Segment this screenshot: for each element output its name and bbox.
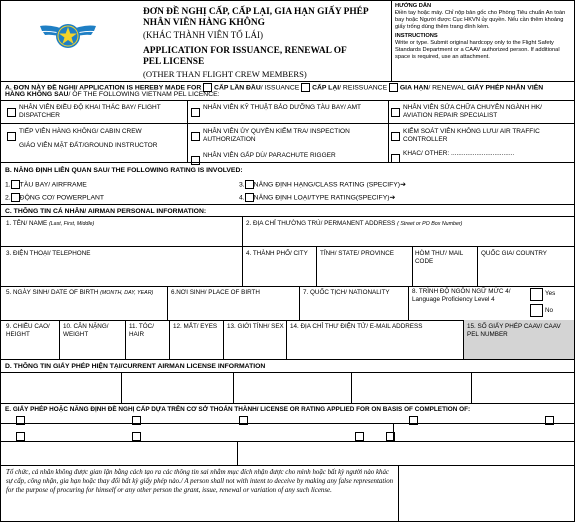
- section-a-heading-2: HÀNG KHÔNG SAU/ OF THE FOLLOWING VIETNAM PEL LICENCE:: [5, 91, 220, 98]
- title-en-line3: (OTHER THAN FLIGHT CREW MEMBERS): [143, 69, 307, 79]
- hair-field[interactable]: 11. TÓC/ HAIR: [129, 323, 154, 338]
- ground-instructor-label: GIÁO VIÊN MẶT ĐẤT/GROUND INSTRUCTOR: [19, 142, 158, 149]
- other-label: KHÁC/ OTHER: ...................................: [403, 150, 515, 157]
- dispatcher-checkbox[interactable]: [7, 104, 16, 122]
- date-of-birth-field[interactable]: 5. NGÀY SINH/ DATE OF BIRTH (MONTH, DAY, YEAR): [6, 289, 154, 296]
- basis-checkbox-6[interactable]: [16, 428, 25, 446]
- powerplant-checkbox[interactable]: [11, 193, 20, 202]
- rating-airframe: 1. TÀU BAY/ AIRFRAME: [5, 181, 87, 189]
- title-vi-line2: NHÂN VIÊN HÀNG KHÔNG: [143, 18, 265, 28]
- weight-field[interactable]: 10. CÂN NẶNG/ WEIGHT: [63, 323, 109, 338]
- amt-label: NHÂN VIÊN KỸ THUẬT BẢO DƯỠNG TÀU BAY/ AMT: [203, 104, 362, 111]
- language-no-checkbox[interactable]: [530, 304, 543, 317]
- instructions-box: [395, 3, 571, 61]
- nationality-field[interactable]: 7. QUỐC TỊCH/ NATIONALITY: [303, 289, 390, 296]
- current-license-cell-3[interactable]: [234, 373, 350, 402]
- parachute-rigger-label: NHÂN VIÊN GẤP DÙ/ PARACHUTE RIGGER: [203, 152, 336, 159]
- current-license-cell-2[interactable]: [122, 373, 232, 402]
- airframe-checkbox[interactable]: [11, 180, 20, 189]
- reissuance-checkbox[interactable]: [301, 83, 310, 92]
- repair-specialist-label: NHÂN VIÊN SỬA CHỮA CHUYÊN NGÀNH HK/ AVIATION REPAIR SPECIALIST: [403, 104, 542, 119]
- wings-star-icon: [39, 12, 97, 54]
- rating-class: 3. NĂNG ĐỊNH HẠNG/CLASS RATING (SPECIFY)➔: [239, 181, 406, 189]
- basis-checkbox-5[interactable]: [545, 412, 554, 430]
- section-a-heading: A. ĐƠN NÀY ĐỀ NGHỊ/ APPLICATION IS HEREBY MADE FOR CẤP LẦN ĐẦU/ ISSUANCE CẤP LẠI/ REISSUANCE GIA HẠN/ RENEWAL GIẤY PHÉP NHÂN VIÊN: [5, 84, 544, 92]
- pel-number-label: 15. SỐ GIẤY PHÉP CAAV/ CAAV PEL NUMBER: [467, 323, 561, 338]
- height-field[interactable]: 9. CHIỀU CAO/ HEIGHT: [6, 323, 50, 338]
- language-proficiency-label: 8. TRÌNH ĐỘ NGÔN NGỮ MỨC 4/ Language Proficiency Level 4: [412, 288, 511, 303]
- section-d-heading: D. THÔNG TIN GIẤY PHÉP HIỆN TẠI/CURRENT AIRMAN LICENSE INFORMATION: [5, 363, 266, 370]
- signature-area[interactable]: [399, 466, 573, 520]
- title-en-line2: PEL LICENSE: [143, 57, 205, 67]
- language-yes-label: Yes: [545, 290, 556, 297]
- basis-checkbox-8[interactable]: [355, 428, 364, 446]
- permanent-address-field[interactable]: 2. ĐỊA CHỈ THƯỜNG TRÚ/ PERMANENT ADDRESS ( Street or PO Box Number): [246, 220, 463, 227]
- rating-type: 4. NĂNG ĐỊNH LOẠI/TYPE RATING(SPECIFY)➔: [239, 194, 396, 202]
- current-license-cell-5[interactable]: [472, 373, 573, 402]
- title-vi-line3: (KHÁC THÀNH VIÊN TỔ LÁI): [143, 30, 263, 40]
- name-field[interactable]: 1. TÊN/ NAME (Last, First, Middle): [6, 220, 95, 227]
- sex-field[interactable]: 13. GIỚI TÍNH/ SEX: [227, 323, 284, 330]
- caav-logo: [39, 12, 97, 54]
- title-vi-line1: ĐƠN ĐỀ NGHỊ CẤP, CẤP LẠI, GIA HẠN GIẤY PHÉP: [143, 7, 369, 17]
- type-rating-checkbox[interactable]: [245, 193, 254, 202]
- guide-text: Điền tay hoặc máy. Chỉ nộp bản gốc cho Phòng Tiêu chuẩn An toàn bay hoặc Người được Cục HKVN ủy quyền. Nếu cần thêm khoảng giấy trống dùng thêm trang đính kèm.: [395, 10, 566, 30]
- title-en-line1: APPLICATION FOR ISSUANCE, RENEWAL OF: [143, 46, 347, 56]
- basis-checkbox-3[interactable]: [239, 412, 248, 430]
- atc-label: KIỂM SOÁT VIÊN KHÔNG LƯU/ AIR TRAFFIC CONTROLLER: [403, 128, 540, 143]
- section-e-heading: E. GIẤY PHÉP HOẶC NĂNG ĐỊNH ĐỀ NGHỊ CẤP DỰA TRÊN CƠ SỞ THOẢN THÀNH/ LICENSE OR RATING APPLIED FOR ON BASIS OF COMPLETION OF:: [5, 406, 471, 413]
- rating-powerplant: 2. ĐỘNG CƠ/ POWERPLANT: [5, 194, 105, 202]
- city-field[interactable]: 4. THÀNH PHỐ/ CITY: [246, 250, 308, 257]
- country-field[interactable]: QUỐC GIA/ COUNTRY: [481, 250, 548, 257]
- section-b-heading: B. NĂNG ĐỊNH LIÊN QUAN SAU/ THE FOLLOWING RATING IS INVOLVED:: [5, 167, 243, 174]
- email-field[interactable]: 14. ĐỊA CHỈ THƯ ĐIỆN TỬ/ E-MAIL ADDRESS: [290, 323, 423, 330]
- inspection-label: NHÂN VIÊN ỦY QUYỀN KIỂM TRA/ INSPECTION AUTHORIZATION: [203, 128, 350, 143]
- instructions-title: INSTRUCTIONS: [395, 33, 438, 39]
- repair-specialist-checkbox[interactable]: [391, 104, 400, 122]
- dispatcher-label: NHÂN VIÊN ĐIỀU ĐỘ KHAI THÁC BAY/ FLIGHT DISPATCHER: [19, 104, 161, 119]
- section-c-heading: C. THÔNG TIN CÁ NHÂN/ AIRMAN PERSONAL INFORMATION:: [5, 208, 207, 215]
- cabin-crew-label: TIẾP VIÊN HÀNG KHÔNG/ CABIN CREW: [19, 128, 142, 135]
- atc-checkbox[interactable]: [391, 128, 400, 146]
- false-representation-warning: Tổ chức, cá nhân không được gian lận bằng cách tạo ra các thông tin sai nhằm mục đích nhận được cho mình hoặc bất kỳ người nào khác sự cấp, công nhận, gia hạn hoặc thay đổi bất kỳ giấy phép nào./ A person shall not with intent to deceive by making any false representation for the purpose of procuring for himself or any other person the grant, issue, renewal or variation of any such license.: [6, 469, 394, 494]
- cabin-crew-checkbox[interactable]: [7, 128, 16, 146]
- state-field[interactable]: TỈNH/ STATE/ PROVINCE: [320, 250, 394, 257]
- language-no-label: No: [545, 307, 554, 314]
- place-of-birth-field[interactable]: 6.NƠI SINH/ PLACE OF BIRTH: [171, 289, 260, 296]
- basis-checkbox-4[interactable]: [409, 412, 418, 430]
- eyes-field[interactable]: 12. MẮT/ EYES: [173, 323, 218, 330]
- inspection-checkbox[interactable]: [191, 128, 200, 146]
- arrow-right-icon: ➔: [400, 181, 406, 189]
- current-license-cell-1[interactable]: [2, 373, 120, 402]
- basis-checkbox-7[interactable]: [132, 428, 141, 446]
- mail-code-field[interactable]: HÒM THƯ/ MAIL CODE: [415, 250, 464, 265]
- language-yes-checkbox[interactable]: [530, 288, 543, 301]
- renewal-checkbox[interactable]: [389, 83, 398, 92]
- current-license-cell-4[interactable]: [352, 373, 470, 402]
- other-checkbox[interactable]: [391, 150, 400, 168]
- class-rating-checkbox[interactable]: [245, 180, 254, 189]
- telephone-field[interactable]: 3. ĐIỆN THOẠI/ TELEPHONE: [6, 250, 91, 257]
- amt-checkbox[interactable]: [191, 104, 200, 122]
- instructions-text: Write or type. Submit original hardcopy only to the Flight Safety Standards Department or a CAAV authorized person. If additional space is required, use an attachment.: [395, 40, 560, 60]
- guide-title: HƯỚNG DẪN: [395, 3, 432, 9]
- arrow-right-icon: ➔: [389, 194, 396, 202]
